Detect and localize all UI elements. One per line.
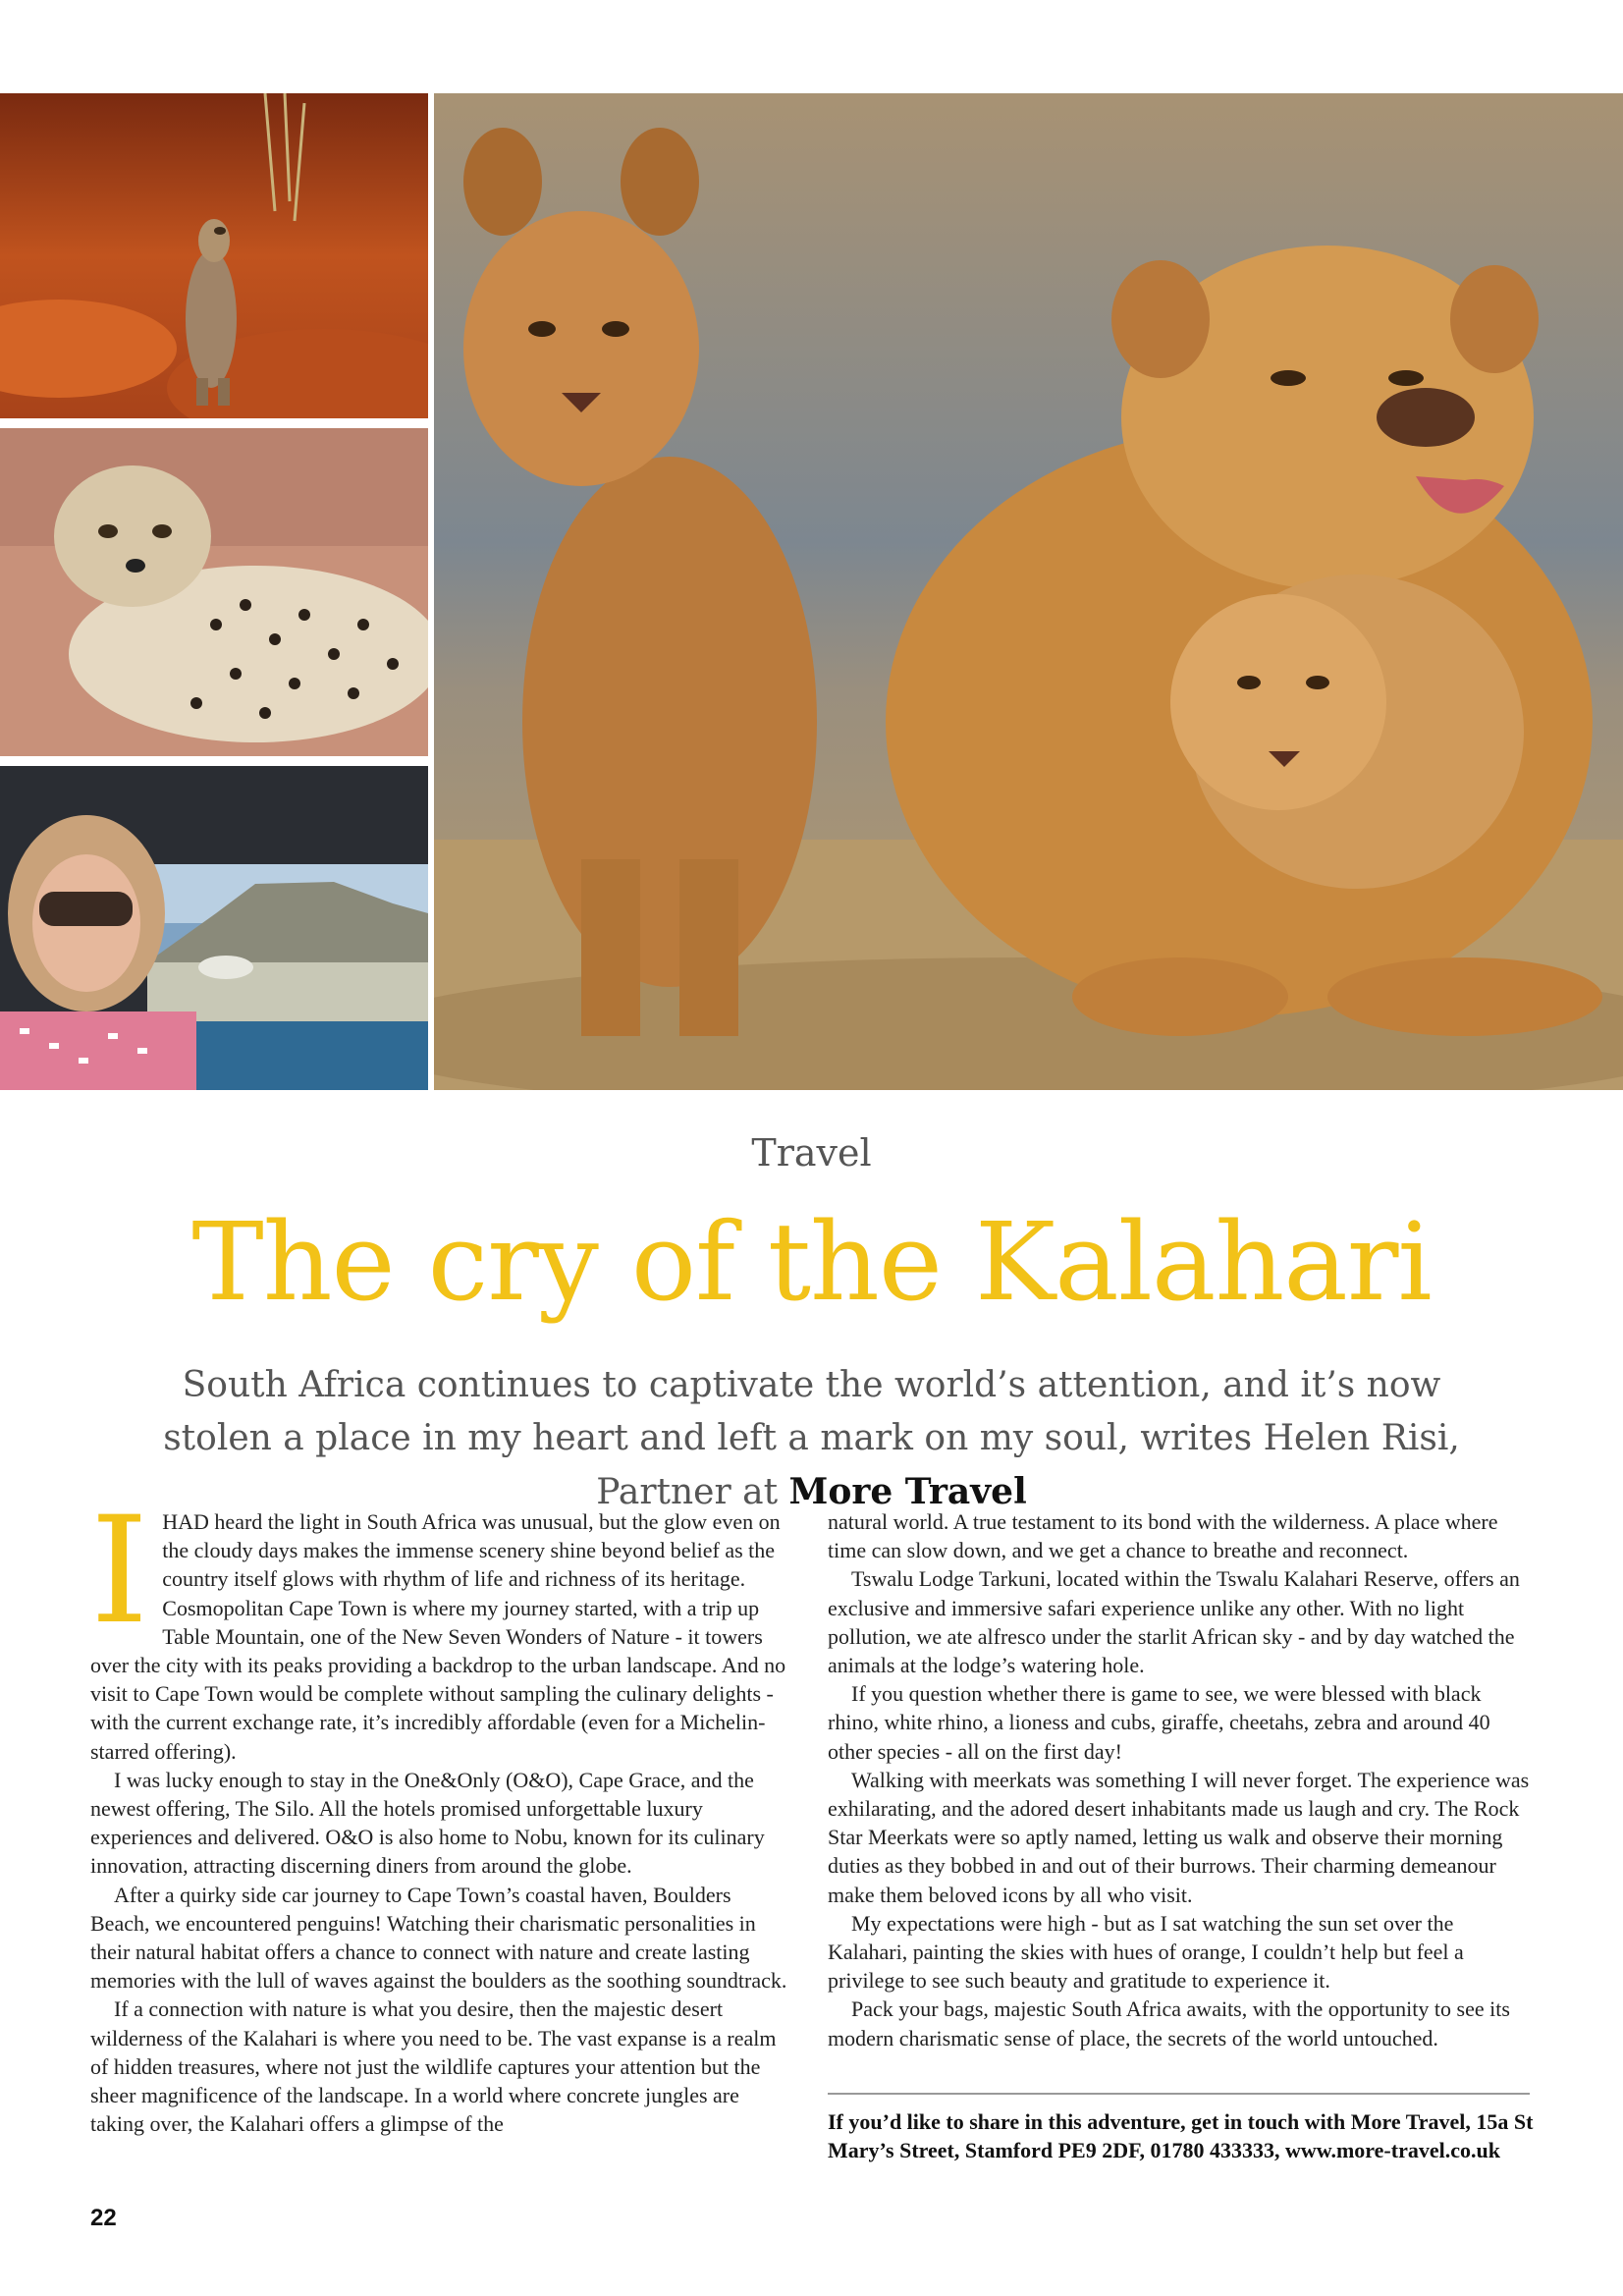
helicopter-selfie-photo <box>0 766 428 1090</box>
article-column-left <box>90 1486 795 2138</box>
headline: The cry of the Kalahari <box>191 1199 1432 1325</box>
divider-rule <box>828 2093 1530 2095</box>
article-column-right <box>828 1507 1535 2052</box>
article-paragraph: If a connection with nature is what you desire, then the majestic desert wilderness of the Kalahari is where you need to be. The vast expanse is a realm of hidden treasures, where not just the wildlife captures your attention but the sheer magnificence of the landscape. In a world where concrete jungles are taking over, the Kalahari offers a glimpse of the <box>90 1996 777 2137</box>
standfirst-brand: More Travel <box>788 1471 1027 1512</box>
standfirst <box>147 1359 1476 1519</box>
standfirst-text: South Africa continues to captivate the world’s attention, and it’s now stolen a place in my heart and left a mark on my soul, writes Helen Risi, Partner at <box>163 1365 1460 1512</box>
article-paragraph: Pack your bags, majestic South Africa awaits, with the opportunity to see its modern charismatic sense of place, the secrets of the world untouched. <box>828 1996 1510 2050</box>
article-paragraph: I was lucky enough to stay in the One&Only (O&O), Cape Grace, and the newest offering, The Silo. All the hotels promised unforgettable luxury experiences and delivered. O&O is also home to Nobu, known for its culinary innovation, attracting discerning diners from around the globe. <box>90 1767 765 1879</box>
article-paragraph: After a quirky side car journey to Cape Town’s coastal haven, Boulders Beach, we encountered penguins! Watching their charismatic personalities in their natural habitat offers a chance to connect with nature and create lasting memories with the lull of waves against the boulders as the soothing soundtrack. <box>90 1882 787 1994</box>
drop-cap: I <box>90 1486 149 1657</box>
article-paragraph: HAD heard the light in South Africa was unusual, but the glow even on the cloudy days makes the immense scenery shine beyond belief as the country itself glows with rhythm of life and richness of its heritage. Cosmopolitan Cape Town is where my journey started, with a trip up Table Mountain, one of the New Seven Wonders of Nature - it towers over the city with its peaks providing a backdrop to the urban landscape. And no visit to Cape Town would be complete without sampling the culinary delights - with the current exchange rate, it’s incredibly affordable (even for a Michelin-starred offering). <box>90 1509 786 1764</box>
article-paragraph: Tswalu Lodge Tarkuni, located within the Tswalu Kalahari Reserve, offers an exclusive and immersive safari experience unlike any other. With no light pollution, we ate alfresco under the starlit African sky - and by day watched the animals at the lodge’s watering hole. <box>828 1566 1520 1678</box>
article-paragraph: Walking with meerkats was something I will never forget. The experience was exhilarating, and the adored desert inhabitants made us laugh and cry. The Rock Star Meerkats were so aptly named, letting us walk and observe their morning duties as they bobbed in and out of their burrows. Their charming demeanour make them beloved icons by all who visit. <box>828 1767 1530 1907</box>
article-paragraph: If you question whether there is game to see, we were blessed with black rhino, white rhino, a lioness and cubs, giraffe, cheetahs, zebra and around 40 other species - all on the first day! <box>828 1681 1490 1764</box>
cheetah-cub-photo <box>0 428 428 756</box>
article-paragraph: My expectations were high - but as I sat watching the sun set over the Kalahari, painting the skies with hues of orange, I couldn’t help but feel a privilege to see such beauty and gratitude to experience it. <box>828 1910 1464 1994</box>
section-kicker: Travel <box>751 1131 872 1175</box>
article-paragraph: natural world. A true testament to its bond with the wilderness. A place where time can slow down, and we get a chance to breathe and reconnect. <box>828 1509 1498 1563</box>
lioness-and-cubs-photo <box>434 93 1623 1090</box>
meerkat-photo <box>0 93 428 418</box>
contact-box: If you’d like to share in this adventure, get in touch with More Travel, 15a St Mary’s Street, Stamford PE9 2DF, 01780 433333, www.more-travel.co.uk <box>828 2109 1534 2162</box>
page-number: 22 <box>90 2205 117 2231</box>
